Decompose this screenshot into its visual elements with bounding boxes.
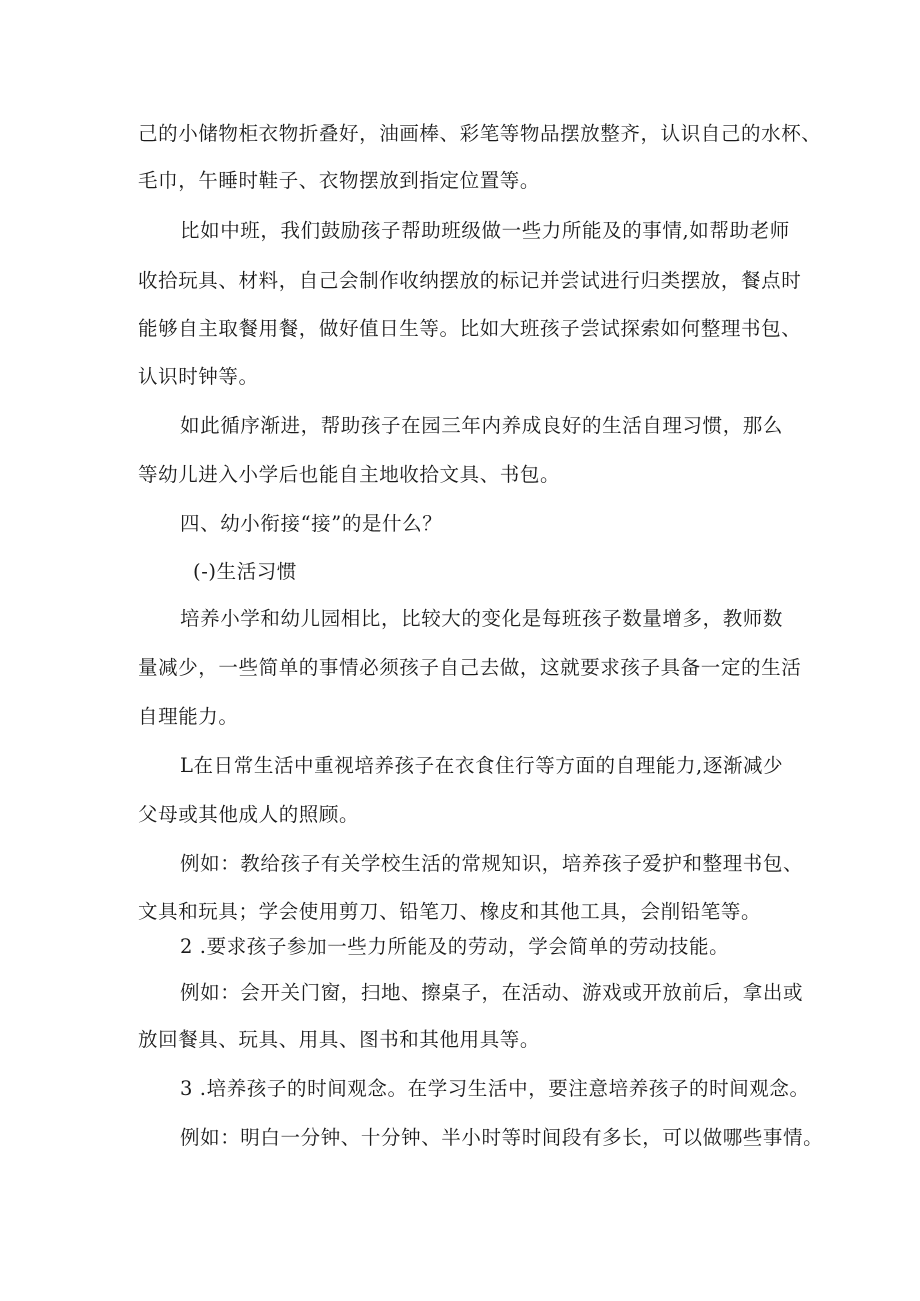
text-line-22: 例如：明白一分钟、十分钟、半小时等时间段有多长，可以做哪些事情。 (180, 1126, 824, 1149)
text-line-6: 认识时钟等。 (138, 365, 259, 388)
text-line-15: 父母或其他成人的照顾。 (138, 803, 360, 826)
text-line-17: 文具和玩具；学会使用剪刀、铅笔刀、橡皮和其他工具，会削铅笔等。 (138, 900, 762, 923)
text-line-4: 收拾玩具、材料，自己会制作收纳摆放的标记并尝试进行归类摆放，餐点时 (138, 269, 802, 292)
text-line-11: 培养小学和幼儿园相比，比较大的变化是每班孩子数量增多，教师数 (180, 607, 784, 630)
section-heading: 四、幼小衔接“接”的是什么？ (180, 512, 443, 535)
text-line-7: 如此循序渐进，帮助孩子在园三年内养成良好的生活自理习惯，那么 (180, 414, 784, 437)
subsection-heading: (-)生活习惯 (193, 560, 298, 583)
text-line-5: 能够自主取餐用餐，做好值日生等。比如大班孩子尝试探索如何整理书包、 (138, 317, 802, 340)
text-line-19: 例如：会开关门窗，扫地、擦桌子，在活动、游戏或开放前后，拿出或 (180, 981, 804, 1004)
text-line-12: 量减少，一些简单的事情必须孩子自己去做，这就要求孩子具备一定的生活 (138, 656, 802, 679)
text-line-21: 3 .培养孩子的时间观念。在学习生活中，要注意培养孩子的时间观念。 (180, 1077, 810, 1100)
text-line-14: L在日常生活中重视培养孩子在衣食住行等方面的自理能力,逐渐减少 (180, 754, 784, 777)
text-line-2: 毛巾，午睡时鞋子、衣物摆放到指定位置等。 (138, 169, 541, 192)
text-line-18: 2 .要求孩子参加一些力所能及的劳动，学会简单的劳动技能。 (180, 935, 730, 958)
text-line-16: 例如：教给孩子有关学校生活的常规知识，培养孩子爱护和整理书包、 (180, 852, 804, 875)
text-line-8: 等幼儿进入小学后也能自主地收拾文具、书包。 (138, 463, 561, 486)
text-line-20: 放回餐具、玩具、用具、图书和其他用具等。 (138, 1028, 541, 1051)
text-line-3: 比如中班，我们鼓励孩子帮助班级做一些力所能及的事情,如帮助老师 (180, 219, 790, 242)
text-line-13: 自理能力。 (138, 705, 239, 728)
text-line-1: 己的小储物柜衣物折叠好，油画棒、彩笔等物品摆放整齐，认识自己的水杯、 (138, 122, 822, 145)
